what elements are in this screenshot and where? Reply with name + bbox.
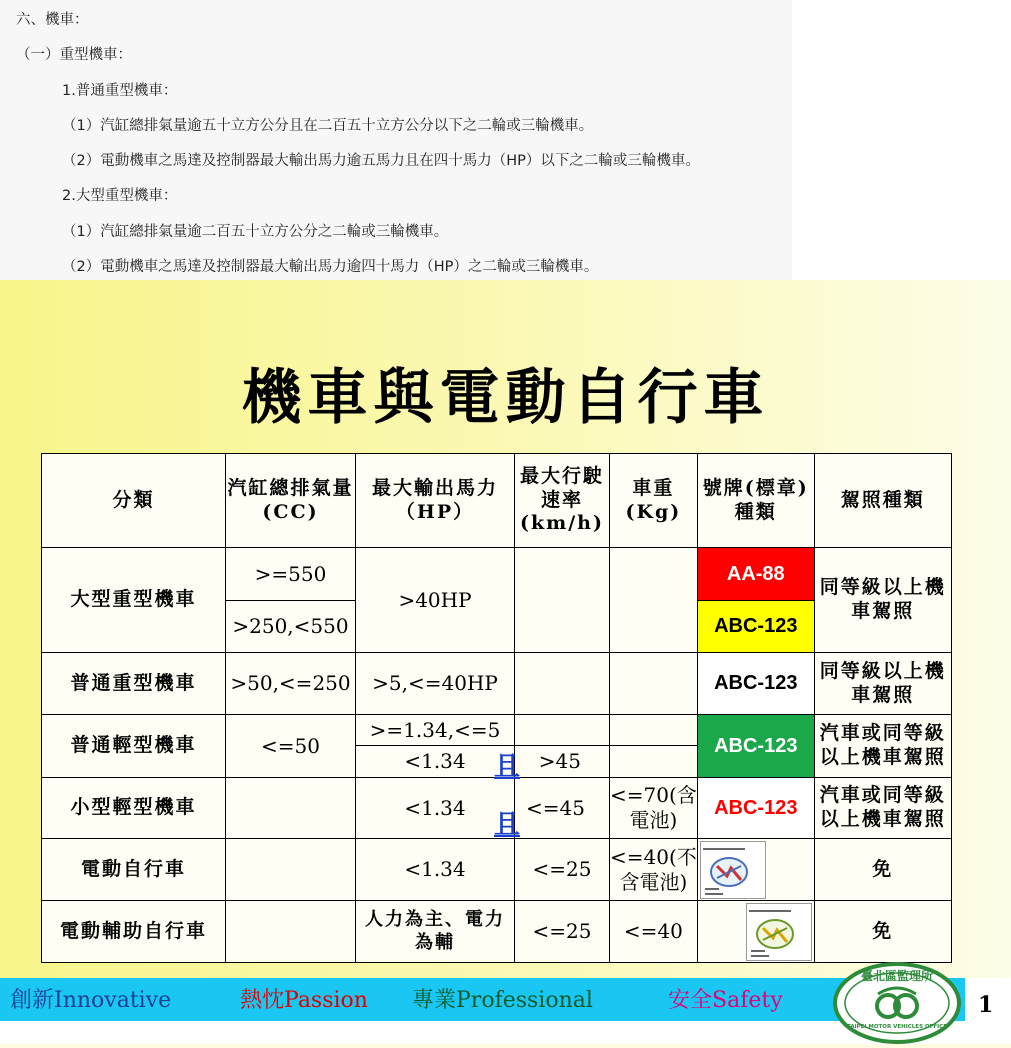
category-large-heavy: 大型重型機車 bbox=[42, 548, 226, 653]
category-normal-light: 普通輕型機車 bbox=[42, 715, 226, 778]
plate-yellow: ABC-123 bbox=[697, 601, 814, 653]
header-plate: 號牌(標章)種類 bbox=[697, 454, 814, 548]
motto-professional: 專業Professional bbox=[412, 988, 593, 1013]
cell-hp: <1.34 bbox=[356, 839, 515, 901]
cell-cc: >=550 bbox=[226, 548, 356, 601]
cell-badge bbox=[697, 901, 814, 963]
cell-badge bbox=[697, 839, 814, 901]
cell-license: 同等級以上機車駕照 bbox=[814, 653, 951, 715]
category-e-assist: 電動輔助自行車 bbox=[42, 901, 226, 963]
and-annotation: 且 bbox=[494, 752, 521, 782]
cell-hp: >40HP bbox=[356, 548, 515, 653]
plate-red: AA-88 bbox=[697, 548, 814, 601]
category-small-light: 小型輕型機車 bbox=[42, 778, 226, 839]
cell-speed bbox=[515, 548, 610, 653]
cell-weight bbox=[610, 746, 698, 778]
doc-item-text: （1）汽缸總排氣量逾五十立方公分且在二百五十立方公分以下之二輪或三輪機車。 bbox=[62, 118, 594, 134]
table-row bbox=[42, 901, 952, 963]
table-row bbox=[42, 715, 952, 746]
cell-speed bbox=[515, 653, 610, 715]
table-row bbox=[42, 839, 952, 901]
doc-item-heading: 2.大型重型機車： bbox=[62, 188, 178, 204]
cell-cc bbox=[226, 778, 356, 839]
vehicle-spec-table bbox=[41, 453, 952, 963]
cell-cc: >50,<=250 bbox=[226, 653, 356, 715]
logo-title: 臺北區監理所 bbox=[860, 969, 933, 983]
table-row bbox=[42, 548, 952, 601]
cell-speed: <=45 bbox=[515, 778, 610, 839]
logo-subtitle: TAIPEI MOTOR VEHICLES OFFICE bbox=[847, 1024, 947, 1030]
motto-safety: 安全Safety bbox=[668, 988, 783, 1013]
e-assist-badge-image bbox=[746, 903, 812, 961]
doc-section-heading: 六、機車： bbox=[16, 12, 89, 28]
cell-weight: <=70(含電池) bbox=[610, 778, 698, 839]
cell-license: 免 bbox=[814, 901, 951, 963]
and-annotation: 且 bbox=[494, 810, 521, 840]
header-license: 駕照種類 bbox=[814, 454, 951, 548]
cell-hp: >=1.34,<=5 bbox=[356, 715, 515, 746]
plate-red-text: ABC-123 bbox=[697, 778, 814, 839]
cell-license: 同等級以上機車駕照 bbox=[814, 548, 951, 653]
cell-cc bbox=[226, 901, 356, 963]
blank-area bbox=[792, 0, 1011, 280]
cell-hp: >5,<=40HP bbox=[356, 653, 515, 715]
cell-hp: 人力為主、電力為輔 bbox=[356, 901, 515, 963]
doc-item-text: （2）電動機車之馬達及控制器最大輸出馬力逾五馬力且在四十馬力（HP）以下之二輪或三輪機車。 bbox=[62, 153, 700, 169]
doc-item-text: （1）汽缸總排氣量逾二百五十立方公分之二輪或三輪機車。 bbox=[62, 224, 449, 240]
header-weight: 車重(Kg) bbox=[610, 454, 698, 548]
e-bike-badge-image bbox=[700, 841, 766, 899]
cell-license: 免 bbox=[814, 839, 951, 901]
doc-item-text: （2）電動機車之馬達及控制器最大輸出馬力逾四十馬力（HP）之二輪或三輪機車。 bbox=[62, 259, 599, 275]
header-cc: 汽缸總排氣量(CC) bbox=[226, 454, 356, 548]
header-speed: 最大行駛速率(km/h) bbox=[515, 454, 610, 548]
cell-speed bbox=[515, 715, 610, 746]
page-number: 1 bbox=[978, 992, 994, 1018]
category-normal-heavy: 普通重型機車 bbox=[42, 653, 226, 715]
cell-license: 汽車或同等級以上機車駕照 bbox=[814, 778, 951, 839]
cell-speed: <=25 bbox=[515, 901, 610, 963]
cell-license: 汽車或同等級以上機車駕照 bbox=[814, 715, 951, 778]
cell-cc: <=50 bbox=[226, 715, 356, 778]
motto-passion: 熱忱Passion bbox=[240, 988, 368, 1013]
cell-hp: <1.34 bbox=[356, 746, 515, 778]
header-hp: 最大輸出馬力（HP） bbox=[356, 454, 515, 548]
office-logo bbox=[832, 962, 962, 1044]
cell-hp: <1.34 bbox=[356, 778, 515, 839]
table-header-row bbox=[42, 454, 952, 548]
cell-weight: <=40(不含電池) bbox=[610, 839, 698, 901]
category-e-bike: 電動自行車 bbox=[42, 839, 226, 901]
cell-speed: >45 bbox=[515, 746, 610, 778]
cell-cc bbox=[226, 839, 356, 901]
plate-green: ABC-123 bbox=[697, 715, 814, 778]
cell-cc: >250,<550 bbox=[226, 601, 356, 653]
cell-weight bbox=[610, 715, 698, 746]
motto-innovative: 創新Innovative bbox=[10, 988, 172, 1013]
header-category: 分類 bbox=[42, 454, 226, 548]
cell-weight bbox=[610, 653, 698, 715]
table-row bbox=[42, 653, 952, 715]
cell-weight bbox=[610, 548, 698, 653]
plate-white: ABC-123 bbox=[697, 653, 814, 715]
doc-subsection-heading: （一）重型機車： bbox=[16, 47, 132, 63]
doc-item-heading: 1.普通重型機車： bbox=[62, 83, 178, 99]
cell-weight: <=40 bbox=[610, 901, 698, 963]
cell-speed: <=25 bbox=[515, 839, 610, 901]
slide-title: 機車與電動自行車 bbox=[241, 363, 770, 433]
